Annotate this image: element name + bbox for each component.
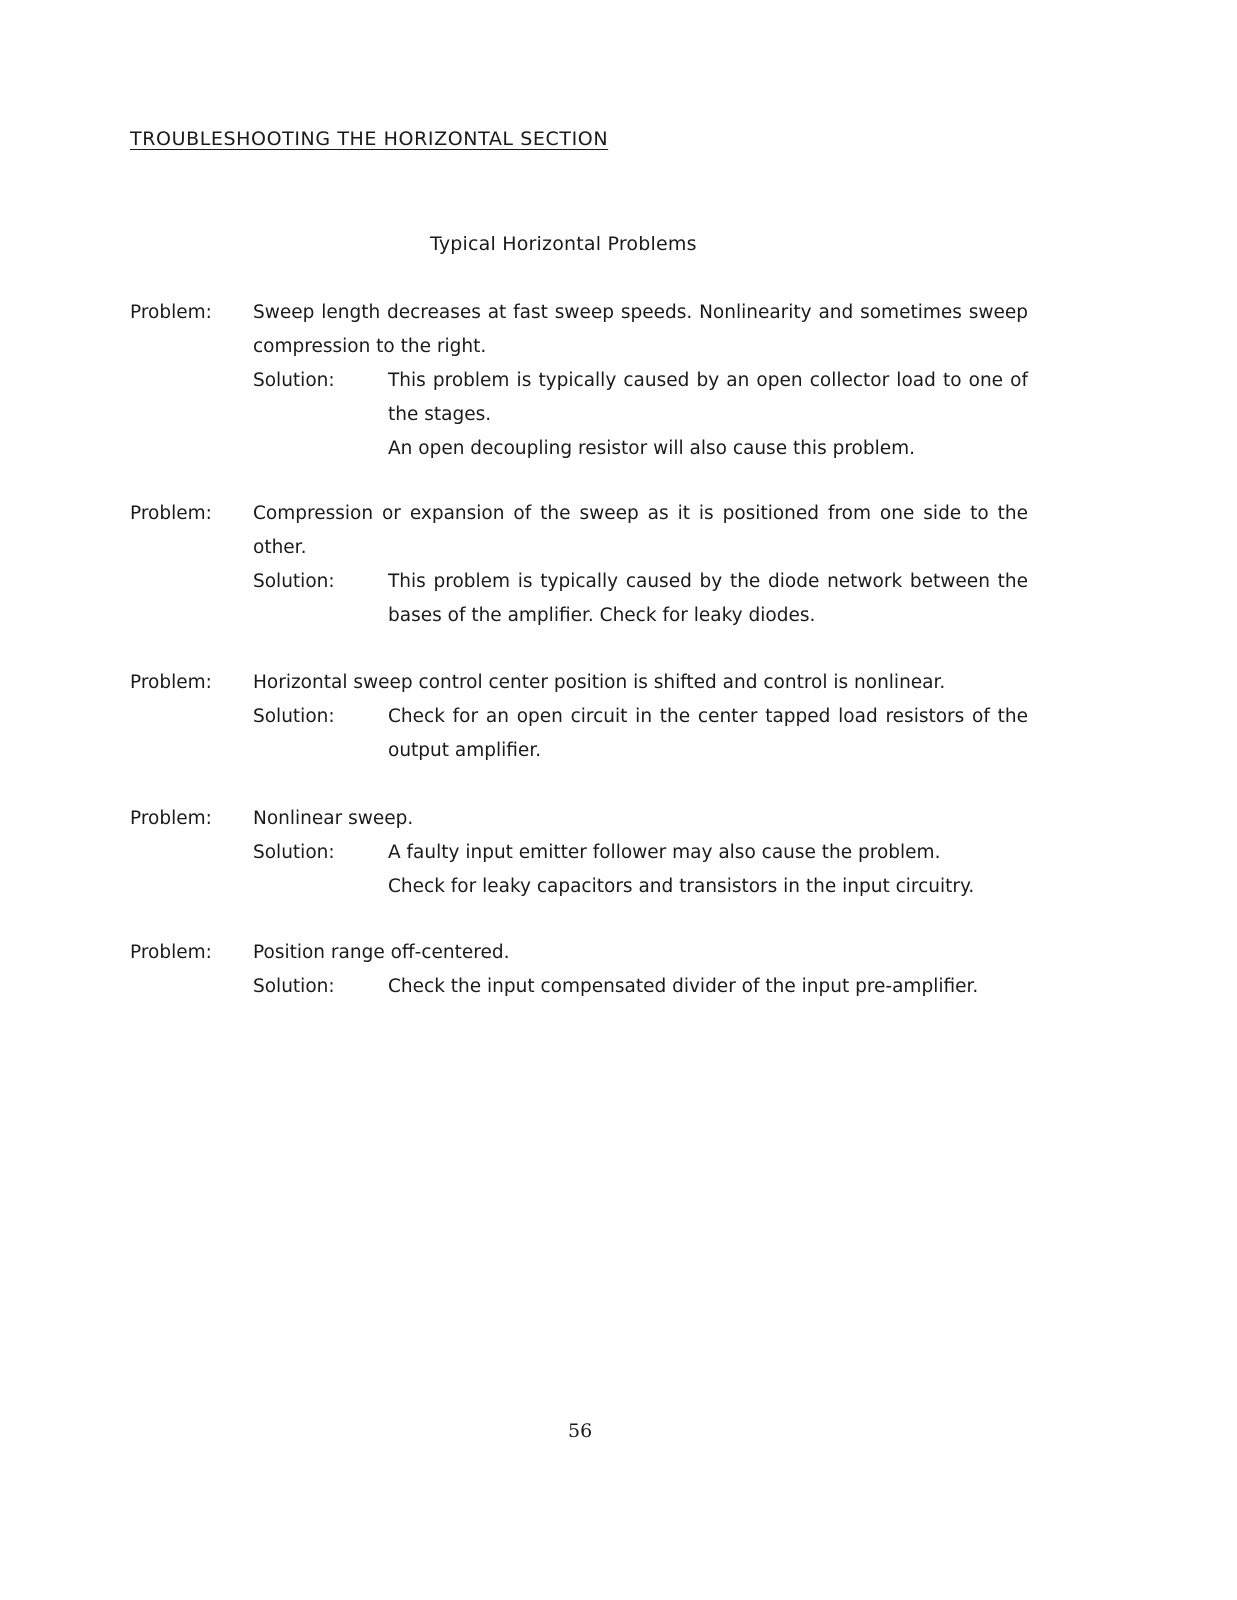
- solution-label: Solution:: [253, 571, 335, 592]
- solution-label: Solution:: [253, 370, 335, 391]
- page-subtitle: Typical Horizontal Problems: [430, 233, 697, 255]
- solution-label: Solution:: [253, 706, 335, 727]
- solution-text: [388, 364, 1028, 466]
- problem-label: Problem:: [130, 503, 212, 524]
- problem-text: Nonlinear sweep.: [253, 808, 414, 829]
- solution-line: This problem is typically caused by an open collector load to one of the stages.: [388, 370, 1028, 425]
- solution-line: Check the input compensated divider of the input pre-amplifier.: [388, 976, 979, 997]
- solution-label: Solution:: [253, 976, 335, 997]
- problem-label: Problem:: [130, 942, 212, 963]
- solution-label: Solution:: [253, 842, 335, 863]
- problem-text: Sweep length decreases at fast sweep speeds. Nonlinearity and sometimes sweep compression to the right.: [253, 302, 1028, 357]
- solution-line: An open decoupling resistor will also cause this problem.: [388, 438, 916, 459]
- solution-text: [388, 700, 1028, 768]
- solution-text: [388, 565, 1028, 633]
- problem-text: Position range off-centered.: [253, 942, 510, 963]
- problem-label: Problem:: [130, 672, 212, 693]
- solution-line: Check for leaky capacitors and transistors in the input circuitry.: [388, 876, 975, 897]
- solution-text: [388, 836, 1028, 904]
- problem-text: Horizontal sweep control center position is shifted and control is nonlinear.: [253, 672, 946, 693]
- page-number: 56: [568, 1420, 593, 1442]
- problem-text: Compression or expansion of the sweep as it is positioned from one side to the other.: [253, 503, 1028, 558]
- solution-line: A faulty input emitter follower may also cause the problem.: [388, 842, 941, 863]
- problem-label: Problem:: [130, 808, 212, 829]
- solution-line: Check for an open circuit in the center tapped load resistors of the output amplifier.: [388, 706, 1028, 761]
- solution-text: [388, 970, 1028, 1004]
- solution-line: This problem is typically caused by the diode network between the bases of the amplifier. Check for leaky diodes.: [388, 571, 1028, 626]
- section-title: TROUBLESHOOTING THE HORIZONTAL SECTION: [130, 128, 609, 150]
- problem-label: Problem:: [130, 302, 212, 323]
